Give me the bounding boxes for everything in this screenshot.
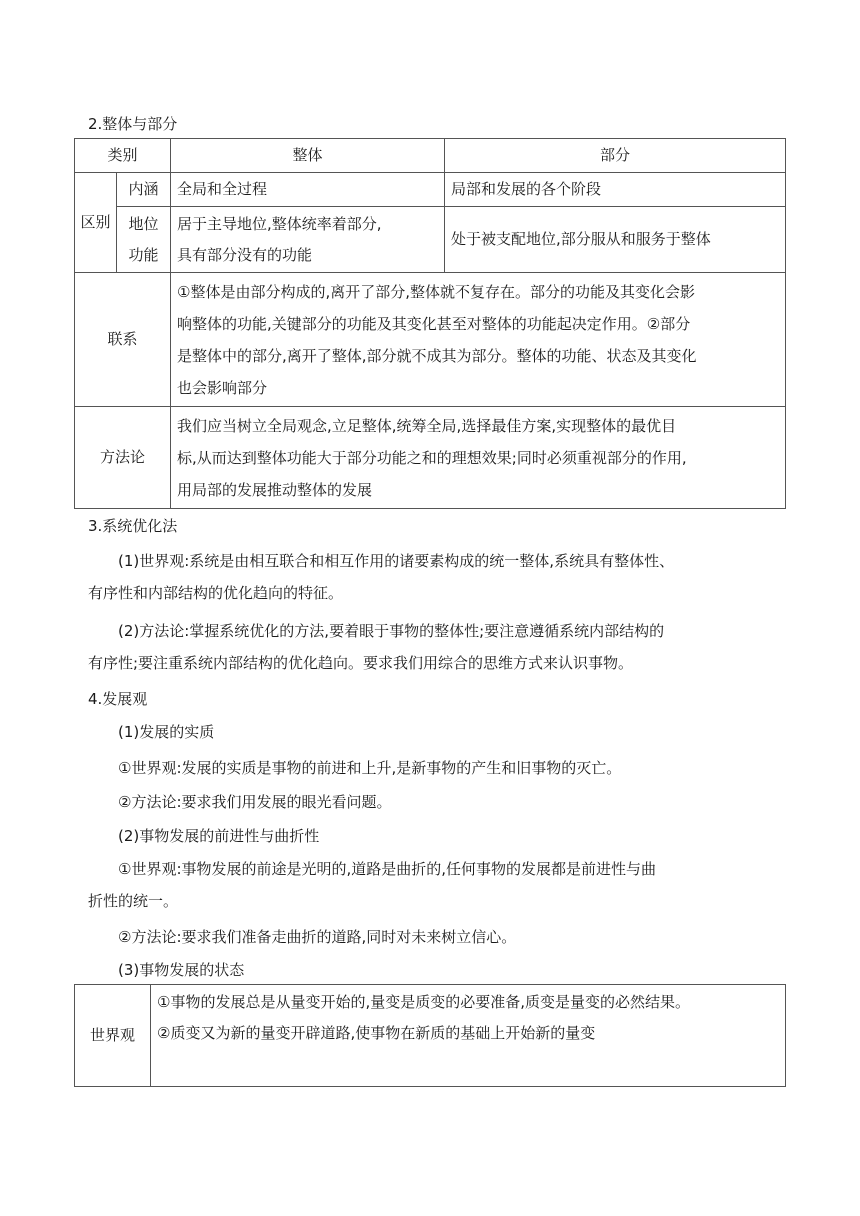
part-status-function: 处于被支配地位,部分服从和服务于整体 xyxy=(445,207,786,273)
state-worldview-row xyxy=(75,985,786,1087)
development-progress-methodology: ②方法论:要求我们准备走曲折的道路,同时对未来树立信心。 xyxy=(118,928,517,946)
text-line: 用局部的发展推动整体的发展 xyxy=(177,480,373,499)
part-connotation: 局部和发展的各个阶段 xyxy=(445,173,786,207)
row-label-line: 功能 xyxy=(128,245,159,264)
text-line: (2)方法论:掌握系统优化的方法,要着眼于事物的整体性;要注意遵循系统内部结构的 xyxy=(118,622,665,640)
system-methodology-paragraph xyxy=(88,615,768,679)
development-essence-methodology: ②方法论:要求我们用发展的眼光看问题。 xyxy=(118,793,392,811)
development-state-table xyxy=(74,984,786,1087)
row-label-status-function xyxy=(117,207,171,273)
text-line: ①事物的发展总是从量变开始的,量变是质变的必要准备,质变是量变的必然结果。 xyxy=(157,993,690,1011)
header-part: 部分 xyxy=(445,139,786,173)
text-line: (1)世界观:系统是由相互联合和相互作用的诸要素构成的统一整体,系统具有整体性、 xyxy=(118,552,675,570)
development-progress-title: (2)事物发展的前进性与曲折性 xyxy=(118,827,320,845)
section-heading-system-optimization: 3.系统优化法 xyxy=(88,517,178,535)
state-worldview-label: 世界观 xyxy=(75,985,151,1087)
text-line: 标,从而达到整体功能大于部分功能之和的理想效果;同时必须重视部分的作用, xyxy=(177,448,687,467)
methodology-content xyxy=(171,407,786,509)
methodology-label: 方法论 xyxy=(75,407,171,509)
text-line: ①整体是由部分构成的,离开了部分,整体就不复存在。部分的功能及其变化会影 xyxy=(177,282,696,301)
text-line: ①世界观:事物发展的前途是光明的,道路是曲折的,任何事物的发展都是前进性与曲 xyxy=(118,860,657,878)
header-whole: 整体 xyxy=(171,139,445,173)
development-state-title: (3)事物发展的状态 xyxy=(118,961,245,979)
table-row-status-function xyxy=(75,207,786,273)
whole-part-table xyxy=(74,138,786,509)
table-row-connotation xyxy=(75,173,786,207)
row-label-connotation: 内涵 xyxy=(117,173,171,207)
text-line: 也会影响部分 xyxy=(177,378,268,397)
cell-line: 居于主导地位,整体统率着部分, xyxy=(177,214,382,233)
table-row-methodology xyxy=(75,407,786,509)
text-line: 是整体中的部分,离开了整体,部分就不成其为部分。整体的功能、状态及其变化 xyxy=(177,346,697,365)
text-line: 折性的统一。 xyxy=(88,892,179,910)
system-worldview-paragraph xyxy=(88,545,768,609)
table-header-row xyxy=(75,139,786,173)
section-heading-whole-part: 2.整体与部分 xyxy=(88,115,178,133)
whole-status-function xyxy=(171,207,445,273)
distinction-label: 区别 xyxy=(75,173,117,273)
table-row-relation xyxy=(75,273,786,407)
text-line: ②质变又为新的量变开辟道路,使事物在新质的基础上开始新的量变 xyxy=(157,1024,596,1042)
development-essence-worldview: ①世界观:发展的实质是事物的前进和上升,是新事物的产生和旧事物的灭亡。 xyxy=(118,759,622,777)
whole-connotation: 全局和全过程 xyxy=(171,173,445,207)
relation-content xyxy=(171,273,786,407)
row-label-line: 地位 xyxy=(128,214,159,233)
development-progress-worldview xyxy=(88,853,768,917)
text-line: 有序性;要注重系统内部结构的优化趋向。要求我们用综合的思维方式来认识事物。 xyxy=(88,654,634,672)
state-worldview-content xyxy=(151,985,786,1087)
text-line: 我们应当树立全局观念,立足整体,统筹全局,选择最佳方案,实现整体的最优目 xyxy=(177,416,677,435)
header-category: 类别 xyxy=(75,139,171,173)
development-essence-title: (1)发展的实质 xyxy=(118,723,215,741)
section-heading-development: 4.发展观 xyxy=(88,690,148,708)
cell-line: 具有部分没有的功能 xyxy=(177,245,313,264)
relation-label: 联系 xyxy=(75,273,171,407)
text-line: 响整体的功能,关键部分的功能及其变化甚至对整体的功能起决定作用。②部分 xyxy=(177,314,691,333)
text-line: 有序性和内部结构的优化趋向的特征。 xyxy=(88,584,344,602)
